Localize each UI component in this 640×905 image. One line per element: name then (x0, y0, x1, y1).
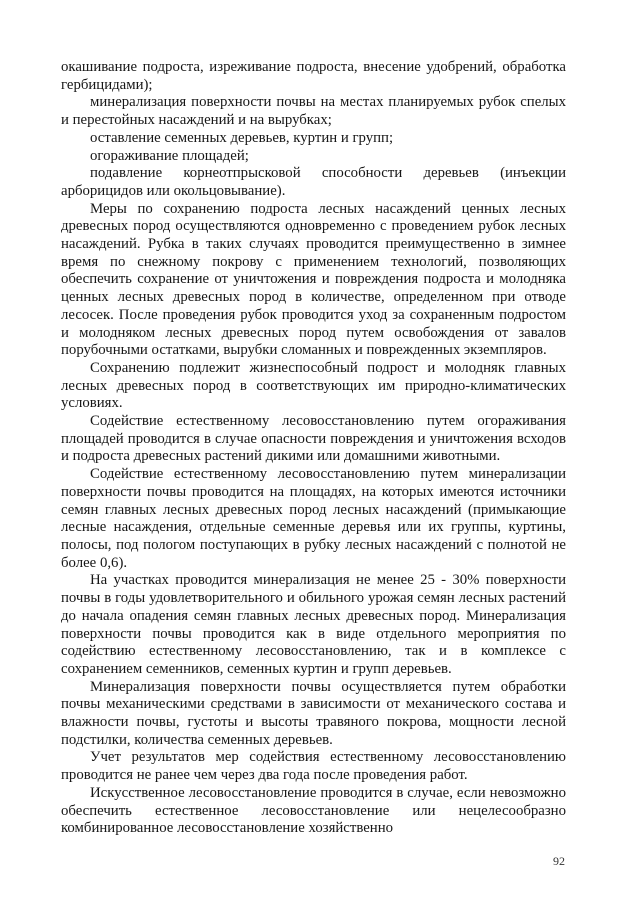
paragraph: Искусственное лесовосстановление проводится в случае, если невозможно обеспечить естественное лесовосстановление или нецелесообразно комбинированное лесовосстановление хозяйственно (61, 784, 566, 837)
paragraph: Содействие естественному лесовосстановлению путем минерализации поверхности почвы проводится на площадях, на которых имеются источники семян главных лесных древесных пород лесных насаждений (примыкающие лесные насаждения, отдельные семенные деревья или их группы, куртины, полосы, под пологом поступающих в рубку лесных насаждений с полнотой не более 0,6). (61, 466, 566, 571)
paragraph: окашивание подроста, изреживание подроста, внесение удобрений, обработка гербицидами); (61, 59, 566, 93)
paragraph: оставление семенных деревьев, куртин и групп; (90, 129, 394, 146)
paragraph: Меры по сохранению подроста лесных насаждений ценных лесных древесных пород осуществляются одновременно с проведением рубок лесных насаждений. Рубка в таких случаях проводится преимущественно в зимнее время по снежному покрову с применением технологий, позволяющих обеспечить сохранение от уничтожения и повреждения подроста и молодняка ценных лесных древесных пород в количестве, определенном при отводе лесосек. После проведения рубок проводится уход за сохраненным подростом и молодняком лесных древесных пород путем освобождения от завалов порубочными остатками, вырубки сломанных и поврежденных экземпляров. (61, 200, 566, 359)
document-page (61, 59, 566, 838)
paragraph: Минерализация поверхности почвы осуществляется путем обработки почвы механическими средствами в зависимости от механического состава и влажности почвы, густоты и высоты травяного покрова, мощности лесной подстилки, количества семенных деревьев. (61, 678, 566, 748)
paragraph: Содействие естественному лесовосстановлению путем огораживания площадей проводится в случае опасности повреждения и уничтожения всходов и подроста древесных растений дикими или домашними животными. (61, 413, 566, 465)
paragraph: Сохранению подлежит жизнеспособный подрост и молодняк главных лесных древесных пород в соответствующих им природно-климатических условиях. (61, 359, 566, 412)
paragraph: На участках проводится минерализация не менее 25 - 30% поверхности почвы в годы удовлетворительного и обильного урожая семян лесных растений до начала опадения семян главных лесных древесных пород. Минерализация поверхности почвы проводится как в виде отдельного мероприятия по содействию естественному лесовосстановлению, так и в комплексе с сохранением семенников, семенных куртин и групп деревьев. (61, 572, 566, 677)
page-number: 92 (553, 854, 565, 868)
paragraph: подавление корнеотпрысковой способности деревьев (инъекции арборицидов или окольцовывание). (61, 165, 566, 199)
paragraph: огораживание площадей; (90, 147, 249, 164)
paragraph: минерализация поверхности почвы на местах планируемых рубок спелых и перестойных насаждений и на вырубках; (61, 94, 566, 129)
paragraph: Учет результатов мер содействия естественному лесовосстановлению проводится не ранее чем через два года после проведения работ. (61, 749, 566, 784)
